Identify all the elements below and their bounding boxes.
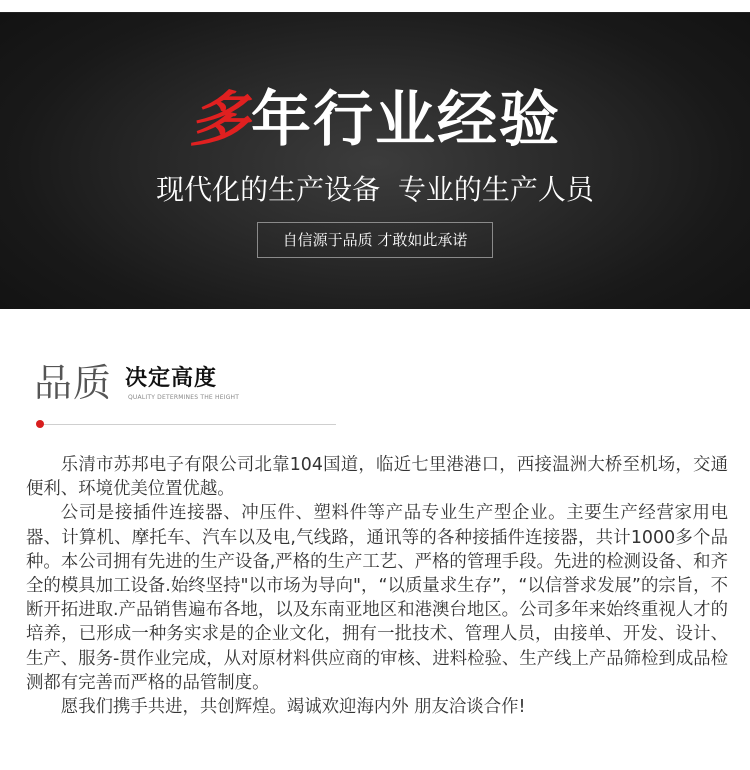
banner-title-rest: 年行业经验 <box>251 85 561 155</box>
section-heading-light: 品质 <box>34 361 113 405</box>
intro-paragraph: 乐清市苏邦电子有限公司北靠104国道，临近七里港港口，西接温洲大桥至机场，交通便利、环境优美位置优越。 <box>26 455 728 500</box>
top-border <box>0 0 750 13</box>
banner-subtitle: 现代化的生产设备 专业的生产人员 <box>156 173 594 206</box>
banner-title-highlight: 多 <box>189 85 251 155</box>
divider-dot <box>36 420 44 428</box>
intro-paragraph: 公司是接插件连接器、冲压件、塑料件等产品专业生产型企业。主要生产经营家用电器、计算机、摩托车、汽车以及电,气线路，通讯等的各种接插件连接器，共计1000多个品种。本公司拥有先进的生产设备,严格的生产工艺、严格的管理手段。先进的检测设备、和齐全的模具加工设备.始终坚持"以市场为导向"，“以质量求生存”，“以信誉求发展”的宗旨，不断开拓进取.产品销售遍布各地，以及东南亚地区和港澳台地区。公司多年来始终重视人才的培养，已形成一种务实求是的企业文化，拥有一批技术、管理人员，由接单、开发、设计、生产、服务-贯作业完成，从对原材料供应商的审核、进料检验、生产线上产品筛检到成品检测都有完善而严格的品管制度。 <box>26 503 728 693</box>
section-heading-english: QUALITY DETERMINES THE HEIGHT <box>128 394 240 401</box>
banner-motto-box: 自信源于品质 才敢如此承诺 <box>257 222 493 258</box>
section-divider <box>40 424 336 425</box>
company-intro <box>26 453 728 719</box>
intro-paragraph: 愿我们携手共进，共创辉煌。竭诚欢迎海内外 朋友洽谈合作! <box>60 697 526 718</box>
banner-title <box>0 85 750 155</box>
section-heading-bold: 决定高度 <box>125 366 218 391</box>
hero-banner <box>0 13 750 309</box>
